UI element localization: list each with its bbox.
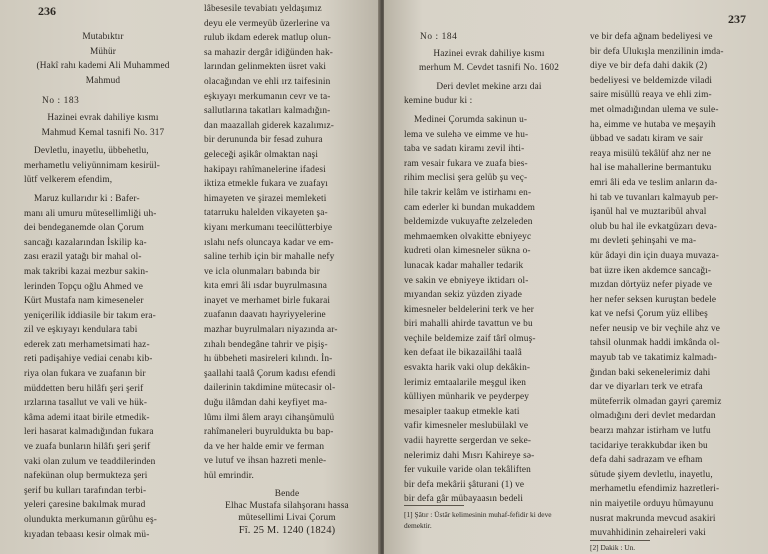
body-line: rihim meclisi şera gelüb şu veç- (404, 173, 528, 184)
body-line: her nefer seksen kuruştan bedele (590, 294, 717, 305)
page-number-right: 237 (728, 12, 746, 26)
body-line: nelerimiz dahi Mısrı Kahireye sə- (404, 450, 535, 461)
body-line: hi tab ve tuvanları kalmayub per- (590, 192, 719, 203)
body-line: müteferrik olmadan gayri çaremiz (590, 396, 722, 407)
body-line: esvakta harik vaki olup dekâkin- (404, 363, 531, 374)
body-line: lerinden Topçu oğlu Ahmed ve (24, 281, 144, 292)
body-line: mehmaemken olvakitte ebniyeyc (404, 231, 532, 242)
header-line: Mutabıktır (82, 32, 124, 42)
body-line: olundukta merkumanın gürûhu eş- (24, 515, 157, 525)
body-line: ha, eimme ve hutaba ve meşayih (590, 119, 716, 130)
footnote-2: [2] Dakik : Un. (590, 543, 636, 552)
body-line: saline terhib için bir mahalle nefy (204, 252, 335, 263)
body-line: hakipayı rahîmanelerine ifadesi (204, 164, 326, 175)
body-line: dei bendeganemde olan Çorum (24, 223, 144, 234)
body-line: külliyen münharik ve peyderpey (404, 392, 530, 403)
body-line: müddetten beru hilâfı şeri şerif (24, 383, 144, 394)
body-line: ve sakin ve ebniyeye iktidarı ol- (404, 275, 529, 286)
petition-body (404, 113, 574, 507)
body-line: nafekünan olup bermukteza şeri (24, 471, 148, 482)
body-line: übbad ve sadatı kiram ve sair (590, 134, 704, 145)
body-line: kiyanı merkumanı teecilütterbiye (204, 222, 333, 233)
body-line: muvahhidinin zehaireleri vaki (590, 528, 706, 539)
body-line: ıslahı nefs oluncaya kadar ve em- (204, 237, 334, 248)
header-line: Mühür (89, 46, 117, 57)
body-line: fer vukuile varide olan tekâliften (404, 465, 531, 476)
body-line: ederek zatı merhametsimati haz- (24, 339, 150, 350)
salutation-line: Devletlu, inayetlu, übbehetlu, (34, 146, 149, 157)
body-line: diye ve bir defa dahi dakik (2) (590, 61, 708, 72)
body-line: emri âli eda ve teslim anların da- (590, 177, 718, 188)
footnote-rule (590, 540, 650, 541)
body-line: kıta emri âli ısdar buyrulmasına (204, 281, 328, 292)
body-line: kimesneler beldelerini terk ve her (404, 304, 535, 315)
body-line: ve lutuf ve ihsan hazreti menle- (204, 456, 327, 467)
body-line: kür âdayi din için duaya muvaza- (590, 250, 719, 261)
body-line: hül emrindir. (204, 471, 254, 481)
source-line: Mahmud Kemal tasnifi No. 317 (41, 127, 165, 138)
document-header (24, 30, 182, 88)
signature-line: Elhac Mustafa silahşoranı hassa (225, 500, 349, 511)
body-line: bir defa Ulukışla menzilinin imda- (590, 46, 724, 57)
signature-line: mütesellimi Livai Çorum (238, 512, 336, 523)
body-line: manı ali umuru mütesellimliği uh- (24, 208, 157, 219)
body-line: defa dahi sadrazam ve efham (590, 455, 703, 466)
right-page (384, 0, 768, 554)
body-line: bearzı mahzar istirham ve lutfu (590, 426, 711, 437)
body-line: lunacak kadar mahaller tedarik (404, 260, 524, 271)
body-line: zıhalı bendegâne tahrir ve pişiş- (204, 339, 328, 350)
body-line: bir defa mekârii şâturani (1) ve (404, 479, 525, 490)
source-line: merhum M. Cevdet tasnifi No. 1602 (419, 63, 559, 74)
salutation-line: lütf velkerem efendim, (24, 175, 113, 186)
signature-line: Bende (274, 488, 300, 499)
header-line: Mahmud (85, 75, 121, 86)
body-line: tatarruku halelden vikayeten şa- (204, 208, 328, 219)
body-line: lema ve sulehə ve eimme ve hu- (404, 129, 529, 140)
body-line: mak takribi kazai mezbur sakin- (24, 266, 149, 277)
body-line: duğu ilâmdan dahi keyfiyet ma- (204, 398, 328, 409)
body-line: Kürt Mustafa nam kimeseneler (24, 296, 144, 307)
body-line: hı übbeheti masireleri kılındı. İn- (204, 354, 333, 365)
footnote-rule (404, 505, 464, 506)
body-line: geleceği aşikâr olmaktan naşi (204, 149, 319, 160)
body-line: himayeten ve şirazei memleketi (204, 193, 327, 204)
body-line: larından gelinmekten üsret vaki (204, 62, 327, 73)
body-line: zası erazil yatağı bir mahal ol- (24, 252, 142, 263)
body-line: şaallahi taalâ Çorum kadısı efendi (204, 368, 336, 379)
body-line: lâbesesile tevabiatı yeldaşımız (204, 4, 322, 14)
body-line: olub bu hal ile evkatgüzarı deva- (590, 221, 718, 232)
body-line: vaki olan zulum ve teaddilerinden (24, 456, 156, 467)
signature-block (204, 488, 370, 538)
body-line: mesaipler taakup etmekle kati (404, 406, 520, 417)
right-col-1 (404, 30, 574, 554)
body-line: met olmadığından ulema ve sule- (590, 104, 719, 115)
left-page (0, 0, 380, 554)
salutation (24, 144, 182, 188)
body-line: reti padişahiye vediai cenabı kib- (24, 354, 153, 365)
left-col-1 (24, 30, 182, 554)
body-line: bat üzre iken akdemce sancağı- (590, 265, 712, 276)
body-line: ve zuafa bunların hilâfı şeri şerif (24, 442, 151, 453)
page-number-left: 236 (38, 4, 56, 18)
body-line: dan maazallah giderek kazalımız- (204, 120, 334, 131)
body-line: ram vesair fukara ve zuafa bies- (404, 158, 528, 169)
body-line: deyu ele vermeyüb üzerlerine va (204, 18, 330, 29)
archive-source (24, 111, 182, 140)
letter-body (24, 192, 182, 542)
body-line: zuafanın daavatı hayriyyelerine (204, 310, 326, 321)
body-line: yeleri çaresine bakılmak murad (24, 500, 146, 511)
body-line: lerimiz emtaalarile meşgul iken (404, 377, 527, 388)
body-line: beldemizde vukuyafte zelzeleden (404, 217, 533, 228)
body-line: mızdan dörtyüz nefer piyade ve (590, 280, 713, 291)
body-line: merhametlu efendimiz hazretleri- (590, 484, 720, 495)
body-line: ve bir defa ağnam bedeliyesi ve (590, 32, 713, 42)
body-line: ken defaat ile bikazailâhi taalâ (404, 348, 522, 359)
body-line: yeniçerilik iddiasile bir takım era- (24, 310, 156, 321)
body-line: nefer neusip ve bir veçhile ahz ve (590, 323, 721, 334)
body-line: zil ve eşkıyayı kendulara tabi (24, 325, 138, 336)
body-line: sa mahazir dergâr idiğünden hak- (204, 47, 334, 58)
body-line: kudreti olan kimesneler sükna o- (404, 246, 531, 257)
source-line: Hazinei evrak dahiliye kısmı (433, 48, 545, 59)
salutation-line: merhametlu veliyünnimam kesirül- (24, 160, 160, 171)
body-line: eşkıyayı merkumanın cevr ve ta- (204, 91, 331, 102)
petition-heading (404, 80, 574, 109)
body-line: rulub ikdam ederek matlup olun- (204, 33, 332, 44)
heading-line: kemine budur ki : (404, 96, 473, 107)
body-line: da ve her halde emir ve ferman (204, 441, 325, 452)
body-line: leri hasarat kalmadığından fukara (24, 427, 154, 438)
body-line: sallutlarına takatları kalmadığın- (204, 106, 331, 117)
body-line: nin maiyetile orduyu hümayunu (590, 499, 714, 509)
body-line: kâma ademi itaat birile etmedik- (24, 412, 150, 423)
body-line: riya olan fukara ve zuafanın bir (24, 369, 146, 380)
body-line: mazhar buyrulmaları niyazında ar- (204, 325, 338, 336)
body-line: inayet ve merhamet birle fukarai (204, 295, 331, 306)
body-line: saire misüllü reaya ve ehli zim- (590, 90, 712, 101)
source-line: Hazinei evrak dahiliye kısmı (47, 112, 159, 123)
document-number: No : 183 (42, 96, 80, 107)
body-line: hal ise mahallerine bermantuku (590, 163, 712, 174)
body-line: ğından baki sekenelerimiz dahi (590, 367, 711, 378)
body-line: taba ve sadatı kiramı zevil ihti- (404, 144, 525, 155)
archive-source (404, 47, 574, 76)
body-line: şerif bu kulları tarafından terbi- (24, 485, 147, 496)
body-line: nusrat makrunda mevcud asakiri (590, 513, 716, 524)
body-line: iktiza etmekle fukara ve zuafayı (204, 179, 329, 190)
petition-body-continued (590, 30, 760, 541)
body-line: rahîmaneleri buyruldukta bu bap- (204, 427, 334, 438)
body-line: dailerinin takdimine mütecasir ol- (204, 383, 336, 394)
body-line: ve icla olunmaları babında bir (204, 266, 321, 277)
body-line: sütude şiyem devletlu, inayetlu, (590, 469, 713, 480)
body-line: cam ederler ki bundan mukaddem (404, 202, 535, 213)
body-line: bir derununda bir fesad zuhura (204, 135, 323, 146)
body-line: sancağı kazalarından İskilip ka- (24, 237, 147, 248)
body-line: tacidariye terakkubdar iken bu (590, 440, 708, 451)
header-line: (Hakî rahı kademi Ali Muhammed (36, 61, 170, 72)
body-line: işanül hal ve muztaribül ahval (590, 207, 707, 218)
body-line: vadii hayrette sergerdan ve seke- (404, 436, 532, 447)
heading-line: Deri devlet mekine arzı dai (436, 81, 542, 92)
body-line: Medinei Çorumda sakinun u- (414, 114, 528, 125)
signature-date: Fî. 25 M. 1240 (1824) (238, 524, 336, 536)
body-line: veçhile beldemize zaif târî olmuş- (404, 333, 536, 344)
body-line: Maruz kullarıdır ki : Bafer- (34, 193, 140, 204)
body-line: reaya misülü tekâlüf ahz ner ne (590, 148, 712, 159)
body-line: tahsil olunmak haddi imkânda ol- (590, 338, 720, 349)
body-line: vafir kimesneler meslubülakl ve (404, 421, 529, 432)
body-line: hile takrir kelâm ve istirhamı en- (404, 187, 532, 198)
body-line: bir defa gâr mübayaasın bedeli (404, 494, 524, 505)
body-line: mı devleti şehinşahi ve ma- (590, 236, 697, 247)
body-line: mayub tab ve takatimiz kalmadı- (590, 353, 718, 364)
body-line: olmadığını deri devlet medardan (590, 411, 716, 422)
footnote-1: [1] Şâtır : Üstâr kelimesinin muhaf-fefidir ki deve demektir. (404, 510, 552, 530)
letter-body-continued (204, 2, 370, 484)
body-line: olacağından ve ehli ırz taifesinin (204, 76, 331, 87)
body-line: bedeliyesi ve beldemizde viladi (590, 75, 713, 86)
left-col-2 (204, 2, 370, 554)
document-number: No : 184 (420, 32, 458, 42)
body-line: lûmı ilmi âlem arayı cihanşümulü (204, 412, 335, 423)
body-line: biri mahalli ahirde tavattun ve bu (404, 319, 533, 330)
body-line: kıyadan tebaası kesir olmak mü- (24, 529, 150, 540)
body-line: mıyandan sekiz yüzden ziyade (404, 290, 523, 301)
right-col-2 (590, 30, 760, 554)
body-line: ırzlarına tasallut ve vali ve hük- (24, 398, 148, 409)
body-line: dar ve diyarları terk ve etrafa (590, 382, 703, 393)
body-line: kat ve nefsi Çorum yüz ellibeş (590, 309, 708, 320)
